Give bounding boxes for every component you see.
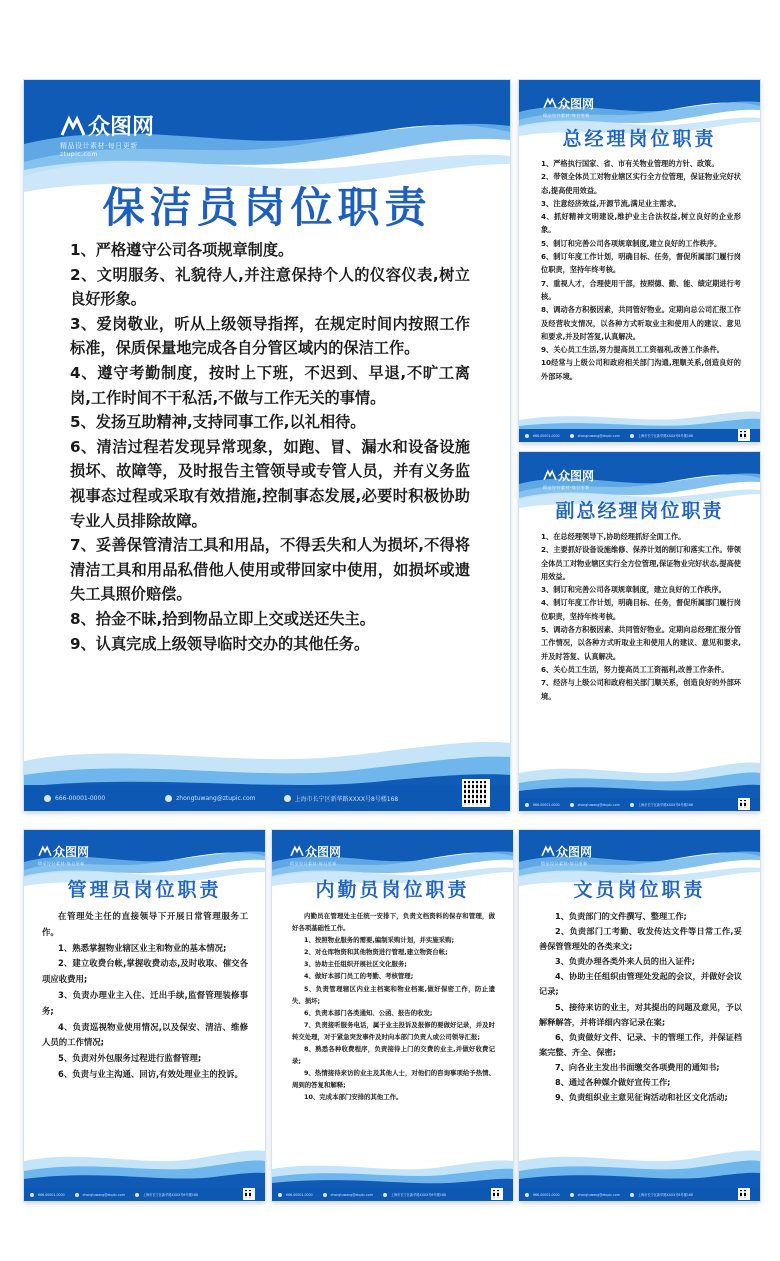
- list-item: 2、建立收费台帐,掌握收费动态,及时收取、催交各项应收费用;: [42, 958, 248, 985]
- list-item: 9、认真完成上级领导临时交办的其他任务。: [70, 634, 370, 653]
- brand-logo: [290, 842, 341, 867]
- footer-email: zhongtuwang@ztupic.com: [577, 433, 620, 438]
- brand-logo: [60, 110, 154, 158]
- list-item: 2、带领全体员工对物业辖区实行全方位管理，保证物业完好状态,提高使用效益。: [541, 172, 741, 195]
- logo-mark-icon: [290, 845, 304, 857]
- footer-email: zhongtuwang@ztupic.com: [577, 802, 620, 807]
- mail-icon: [570, 803, 574, 807]
- mail-icon: [75, 1193, 79, 1197]
- footer-phone: 666-00001-0000: [533, 433, 560, 438]
- logo-text: 众图网: [558, 468, 595, 483]
- logo-subtitle: 精品设计素材·每日更新: [541, 861, 588, 866]
- list-item: 5、调动各方积极因素、共同管好物业。定期向总经理汇报分管工作情况，以各种方式听取业主和使用人的建议、意见和要求,并及时答复、认真解决。: [541, 625, 741, 661]
- location-icon: [630, 803, 634, 807]
- logo-text: 众图网: [53, 844, 90, 859]
- poster-general-manager: [519, 80, 760, 442]
- list-item: 1、按照物业服务的需要,编制采购计划，并实施采购;: [304, 936, 455, 945]
- list-item: 9、关心员工生活,努力提高员工工资福利,改善工作条件。: [541, 345, 724, 355]
- footer-address: 上海市长宁区新华路XXXX号8号楼168: [294, 795, 399, 803]
- footer-phone: 666-00001-0000: [55, 794, 106, 802]
- list-item: 10经常与上级公司和政府相关部门沟通,理顺关系,创造良好的外部环境。: [541, 358, 741, 381]
- list-item: 8、拾金不昧,拾到物品立即上交或送还失主。: [70, 609, 375, 628]
- list-item: 5、负责对外包服务过程进行监督管理;: [58, 1053, 202, 1064]
- page-title: 管理员岗位职责: [67, 879, 222, 901]
- brand-logo: [541, 842, 592, 867]
- duties-list: [541, 157, 741, 383]
- list-item: 2、负责部门工考勤、收发传达文件等日常工作,妥善保管管理处的各类来文;: [539, 926, 742, 952]
- location-icon: [383, 1193, 387, 1197]
- logo-url: ztupic.com: [60, 151, 98, 158]
- logo-mark-icon: [38, 845, 52, 857]
- list-item: 3、负责办理各类外来人员的出入证件;: [555, 956, 695, 967]
- footer-bar: [519, 429, 760, 442]
- list-item: 6、负责与业主沟通、回访,有效处理业主的投诉。: [58, 1068, 243, 1079]
- list-item: 9、负责组织业主意见征询活动和社区文化活动;: [555, 1092, 728, 1103]
- poster-vice-general-manager: [519, 452, 760, 811]
- phone-icon: [278, 1193, 282, 1197]
- logo-mark-icon: [60, 115, 86, 137]
- logo-mark-icon: [543, 469, 557, 481]
- qr-code: [243, 1188, 255, 1200]
- qr-code: [491, 1188, 503, 1200]
- footer-address: 上海市长宁区新华路XXXX号8号楼168: [142, 1193, 198, 1197]
- phone-icon: [525, 434, 529, 438]
- footer-bar: [24, 785, 510, 811]
- footer-address: 上海市长宁区新华路XXXX号8号楼168: [390, 1193, 446, 1197]
- list-item: 6、清洁过程若发现异常现象，如跑、冒、漏水和设备设施损坏、故障等，及时报告主管领导或专管人员，并有义务监视事态过程或采取有效措施,控制事态发展,必要时积极协助专业人员排除故障。: [70, 437, 470, 530]
- phone-icon: [525, 1193, 529, 1197]
- footer-address: 上海市长宁区新华路XXXX号8号楼168: [637, 803, 693, 807]
- list-item: 7、向各业主发出书面缴交各项费用的通知书;: [555, 1061, 720, 1072]
- brand-logo: [543, 466, 594, 491]
- location-icon: [630, 434, 634, 438]
- list-item: 7、重视人才，合理使用干部，按照德、勤、能、绩定期进行考核。: [541, 278, 741, 301]
- list-item: 3、注意经济效益,开源节流,满足业主需求。: [541, 198, 681, 208]
- mail-icon: [323, 1193, 327, 1197]
- footer-bar: [519, 1188, 760, 1201]
- footer-email: zhongtuwang@ztupic.com: [82, 1192, 125, 1197]
- logo-subtitle: 精品设计素材·每日更新: [60, 142, 138, 150]
- footer-phone: 666-00001-0000: [533, 802, 560, 807]
- list-item: 在管理处主任的直接领导下开展日常管理服务工作。: [42, 911, 248, 937]
- list-item: 3、爱岗敬业，听从上级领导指挥，在规定时间内按照工作标准，保质保量地完成各自分管区域内的保洁工作。: [70, 314, 470, 358]
- page-title: 内勤员岗位职责: [315, 879, 470, 901]
- list-item: 8、熟悉各种收费程序，负责接待上门的交费的业主,并做好收费记录;: [292, 1045, 495, 1066]
- list-item: 4、负责巡视物业使用情况,以及保安、清洁、维修人员的工作情况;: [42, 1021, 248, 1048]
- list-item: 内勤员在管理处主任统一安排下，负责文档资料的保存和管理，做好各项基础性工作。: [292, 912, 495, 933]
- phone-icon: [30, 1193, 34, 1197]
- footer-address: 上海市长宁区新华路XXXX号8号楼168: [637, 1193, 693, 1197]
- logo-mark-icon: [543, 97, 557, 109]
- logo-subtitle: 精品设计素材·每日更新: [290, 861, 337, 866]
- list-item: 3、制订和完善公司各项规章制度，建立良好的工作秩序。: [541, 585, 726, 595]
- logo-mark-icon: [541, 845, 555, 857]
- logo-text: 众图网: [88, 115, 155, 140]
- list-item: 3、负责办理业主入住、迁出手续,监督管理装修事务;: [42, 989, 248, 1016]
- list-item: 7、负责接听服务电话，属于业主投诉及报修的要做好记录，并及时转交处理，对于紧急突发事件及时向本部门负责人或公司领导汇报;: [292, 1020, 495, 1041]
- mail-icon: [570, 1193, 574, 1197]
- logo-subtitle: 精品设计素材·每日更新: [543, 485, 590, 490]
- list-item: 4、遵守考勤制度，按时上下班，不迟到、早退,不旷工离岗,工作时间不干私活,不做与工作无关的事情。: [70, 363, 470, 407]
- phone-icon: [44, 795, 51, 802]
- footer-phone: 666-00001-0000: [533, 1192, 560, 1197]
- qr-code: [738, 429, 750, 441]
- poster-office-clerk: [272, 830, 513, 1201]
- qr-code: [738, 798, 750, 810]
- list-item: 9、热情接待来访的业主及其他人士，对他们的咨询事项给予热情、周到的答复和解释;: [292, 1069, 495, 1090]
- page-title: 副总经理岗位职责: [555, 500, 724, 522]
- page-title: 文员岗位职责: [573, 879, 706, 901]
- qr-code: [462, 779, 490, 807]
- list-item: 5、发扬互助精神,支持同事工作,以礼相待。: [70, 413, 366, 432]
- footer-bar: [24, 1188, 265, 1201]
- duties-list: [70, 238, 470, 656]
- brand-logo: [38, 842, 89, 867]
- list-item: 4、做好本部门员工的考勤、考核管理;: [304, 972, 414, 981]
- footer-phone: 666-00001-0000: [286, 1192, 313, 1197]
- list-item: 1、负责部门的文件撰写、整理工作;: [555, 911, 687, 921]
- list-item: 6、负责做好文件、记录、卡的管理工作，并保证档案完整、齐全、保密;: [539, 1031, 742, 1057]
- page-title: 保洁员岗位职责: [102, 183, 432, 232]
- duties-list: [539, 909, 742, 1105]
- list-item: 5、接待来访的业主，对其提出的问题及意见，予以解释解答，并将详细内容记录在案;: [539, 1001, 742, 1027]
- location-icon: [135, 1193, 139, 1197]
- list-item: 4、制订年度工作计划，明确目标、任务，督促所属部门履行岗位职责，坚持年终考核。: [541, 598, 741, 621]
- brand-logo: [543, 94, 594, 119]
- list-item: 5、制订和完善公司各项规章制度,建立良好的工作秩序。: [541, 238, 722, 248]
- list-item: 4、协助主任组织由管理处发起的会议，并做好会议记录;: [539, 971, 742, 997]
- logo-text: 众图网: [556, 844, 593, 859]
- duties-list: [292, 910, 495, 1104]
- list-item: 6、制订年度工作计划，明确目标、任务，督促所属部门履行岗位职责，坚持年终考核。: [541, 252, 741, 275]
- list-item: 5、负责管理辖区内业主档案和物业档案,做好保密工作，防止遗失、损坏;: [292, 984, 495, 1005]
- list-item: 3、协助主任组织开展社区文化服务;: [304, 960, 407, 969]
- list-item: 2、文明服务、礼貌待人,并注意保持个人的仪容仪表,树立良好形象。: [70, 265, 470, 309]
- qr-code: [738, 1188, 750, 1200]
- list-item: 2、主要抓好设备设施维修、保养计划的制订和落实工作。带领全体员工对物业辖区实行全方位管理,保证物业完好状态,提高使用效益。: [541, 545, 741, 581]
- list-item: 8、通过各种媒介做好宣传工作;: [555, 1077, 671, 1088]
- list-item: 6、负责本部门各类通知、公函、报告的收发;: [304, 1008, 433, 1017]
- poster-cleaner: [24, 80, 510, 811]
- footer-address: 上海市长宁区新华路XXXX号8号楼168: [637, 434, 693, 438]
- list-item: 8、调动各方积极因素，共同管好物业。定期向总公司汇报工作及经营收支情况，以各种方式听取业主和使用人的建议、意见和要求,并及时答复,认真解决。: [541, 305, 741, 341]
- list-item: 7、经济与上级公司和政府相关部门顺关系，创造良好的外部环境。: [541, 678, 741, 701]
- list-item: 1、严格遵守公司各项规章制度。: [70, 241, 294, 259]
- list-item: 4、抓好精神文明建设,维护业主合法权益,树立良好的企业形象。: [541, 212, 741, 235]
- list-item: 2、对仓库物资和其他物资进行管理,建立物资台帐;: [304, 948, 448, 957]
- footer-bar: [272, 1188, 513, 1201]
- duties-list: [42, 909, 248, 1083]
- logo-subtitle: 精品设计素材·每日更新: [543, 113, 590, 118]
- footer-email: zhongtuwang@ztupic.com: [330, 1192, 373, 1197]
- poster-administrator: [24, 830, 265, 1201]
- mail-icon: [165, 795, 172, 802]
- logo-text: 众图网: [305, 844, 342, 859]
- footer-bar: [519, 798, 760, 811]
- footer-email: zhongtuwang@ztupic.com: [577, 1192, 620, 1197]
- location-icon: [284, 795, 291, 802]
- list-item: 10、完成本部门安排的其他工作。: [304, 1093, 403, 1102]
- page-title: 总经理岗位职责: [562, 128, 717, 150]
- list-item: 6、关心员工生活，努力提高员工工资福利,改善工作条件。: [541, 664, 729, 674]
- mail-icon: [570, 434, 574, 438]
- list-item: 1、在总经理领导下,协助经理抓好全面工作。: [541, 532, 686, 541]
- list-item: 1、熟悉掌握物业辖区业主和物业的基本情况;: [58, 942, 227, 953]
- phone-icon: [525, 803, 529, 807]
- location-icon: [630, 1193, 634, 1197]
- logo-text: 众图网: [558, 96, 595, 111]
- poster-clerical-staff: [519, 830, 760, 1201]
- list-item: 7、妥善保管清洁工具和用品，不得丢失和人为损坏,不得将清洁工具和用品私借他人使用或带回家中使用，如损坏或遗失工具照价赔偿。: [70, 536, 470, 604]
- logo-subtitle: 精品设计素材·每日更新: [38, 861, 85, 866]
- footer-email: zhongtuwang@ztupic.com: [176, 794, 256, 802]
- duties-list: [541, 530, 741, 703]
- list-item: 1、严格执行国家、省、市有关物业管理的方针、政策。: [541, 159, 719, 168]
- footer-phone: 666-00001-0000: [38, 1192, 65, 1197]
